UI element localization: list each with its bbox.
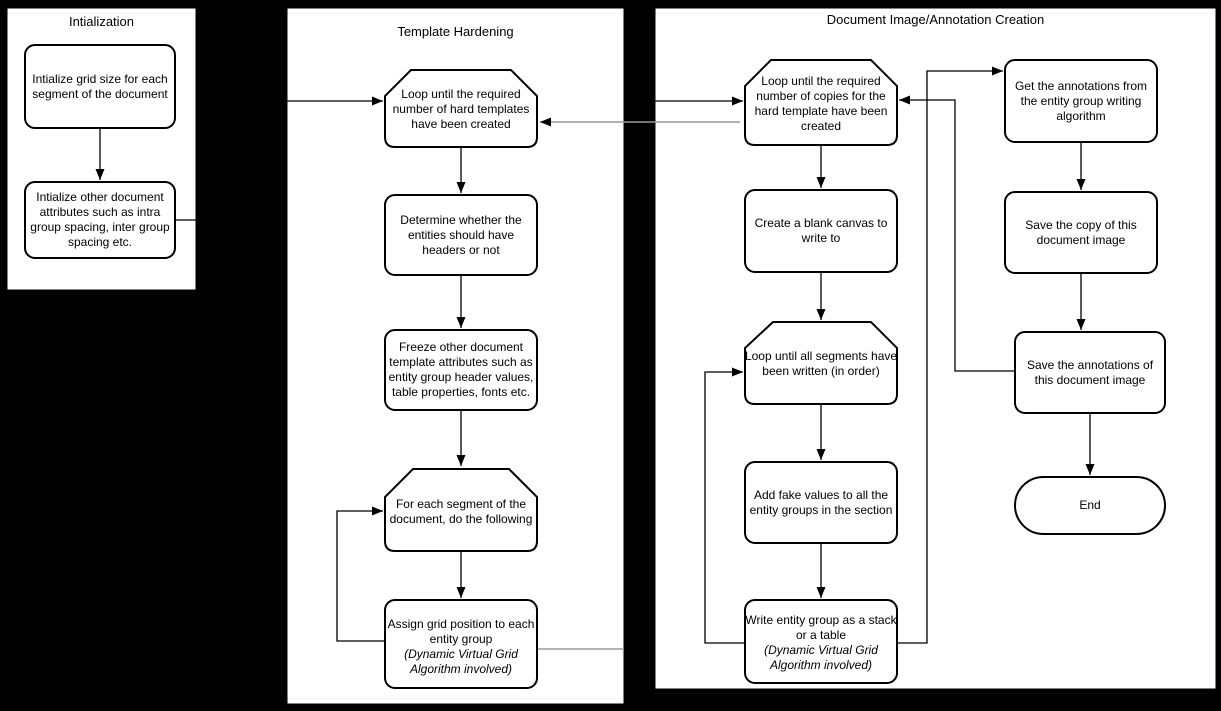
label-assign-grid-position-note: (Dynamic Virtual Grid Algorithm involved) xyxy=(404,647,518,676)
label-loop-copies: Loop until the required number of copies for the hard template have been created xyxy=(754,73,888,133)
label-freeze-attributes: Freeze other document template attributes such as entity group header values, table properties, fonts etc. xyxy=(388,340,534,399)
label-loop-segments: Loop until all segments have been written (in order) xyxy=(744,349,898,378)
label-add-fake-values: Add fake values to all the entity groups in the section xyxy=(749,487,893,517)
label-write-entity-group-note: (Dynamic Virtual Grid Algorithm involved) xyxy=(764,643,878,672)
panel-title-document-annotation: Document Image/Annotation Creation xyxy=(826,12,1045,27)
label-for-each-segment: For each segment of the document, do the following xyxy=(389,496,533,526)
label-write-entity-group xyxy=(745,600,897,683)
label-init-other-attributes: Intialize other document attributes such as intra group spacing, inter group spacing etc. xyxy=(30,190,170,249)
label-init-grid-size: Intialize grid size for each segment of the document xyxy=(32,71,168,101)
panel-title-initialization: Intialization xyxy=(68,14,135,29)
label-save-copy: Save the copy of this document image xyxy=(1025,217,1137,247)
label-determine-headers: Determine whether the entities should have headers or not xyxy=(400,212,522,257)
label-loop-hard-templates: Loop until the required number of hard templates have been created xyxy=(392,87,530,131)
label-save-annotations: Save the annotations of this document image xyxy=(1026,357,1154,387)
panel-title-template-hardening: Template Hardening xyxy=(397,24,514,39)
label-assign-grid-position xyxy=(381,600,541,688)
label-assign-grid-position-text: Assign grid position to each entity group xyxy=(387,617,535,646)
label-create-canvas: Create a blank canvas to write to xyxy=(754,216,888,245)
label-get-annotations: Get the annotations from the entity group writing algorithm xyxy=(1014,78,1148,123)
label-write-entity-group-text: Write entity group as a stack or a table xyxy=(745,613,897,642)
label-end: End xyxy=(1079,498,1101,512)
